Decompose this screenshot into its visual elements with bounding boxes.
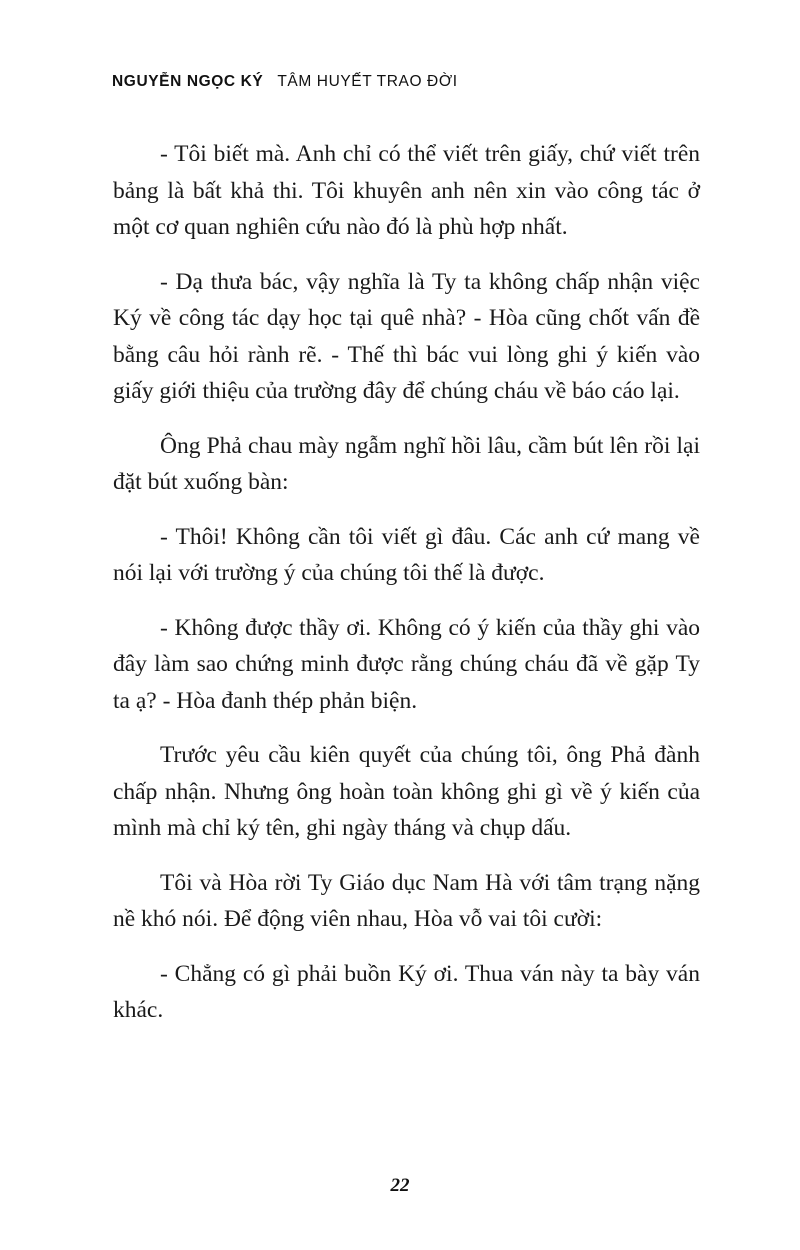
paragraph: - Chẳng có gì phải buồn Ký ơi. Thua ván này ta bày ván khác. — [113, 960, 700, 1023]
paragraph: - Không được thầy ơi. Không có ý kiến của thầy ghi vào đây làm sao chứng minh được rằng chúng cháu đã về gặp Ty ta ạ? - Hòa đanh thép phản biện. — [113, 614, 700, 714]
body-text — [113, 136, 700, 1047]
paragraph: - Thôi! Không cần tôi viết gì đâu. Các anh cứ mang về nói lại với trường ý của chúng tôi thế là được. — [113, 523, 700, 586]
paragraph: Trước yêu cầu kiên quyết của chúng tôi, ông Phả đành chấp nhận. Nhưng ông hoàn toàn không ghi gì về ý kiến của mình mà chỉ ký tên, ghi ngày tháng và chụp dấu. — [113, 742, 700, 841]
paragraph: - Dạ thưa bác, vậy nghĩa là Ty ta không chấp nhận việc Ký về công tác dạy học tại quê nhà? - Hòa cũng chốt vấn đề bằng câu hỏi rành rẽ. - Thế thì bác vui lòng ghi ý kiến vào giấy giới thiệu của trường đây để chúng cháu về báo cáo lại. — [113, 268, 700, 404]
header-author: NGUYỄN NGỌC KÝ — [112, 73, 264, 90]
paragraph: Tôi và Hòa rời Ty Giáo dục Nam Hà với tâm trạng nặng nề khó nói. Để động viên nhau, Hòa vỗ vai tôi cười: — [113, 869, 700, 932]
running-header — [112, 73, 458, 91]
paragraph: Ông Phả chau mày ngẫm nghĩ hồi lâu, cầm bút lên rồi lại đặt bút xuống bàn: — [113, 432, 700, 495]
paragraph: - Tôi biết mà. Anh chỉ có thể viết trên giấy, chứ viết trên bảng là bất khả thi. Tôi khuyên anh nên xin vào công tác ở một cơ quan nghiên cứu nào đó là phù hợp nhất. — [113, 141, 700, 240]
header-book-title: TÂM HUYẾT TRAO ĐỜI — [277, 73, 458, 90]
page-number: 22 — [390, 1175, 410, 1196]
